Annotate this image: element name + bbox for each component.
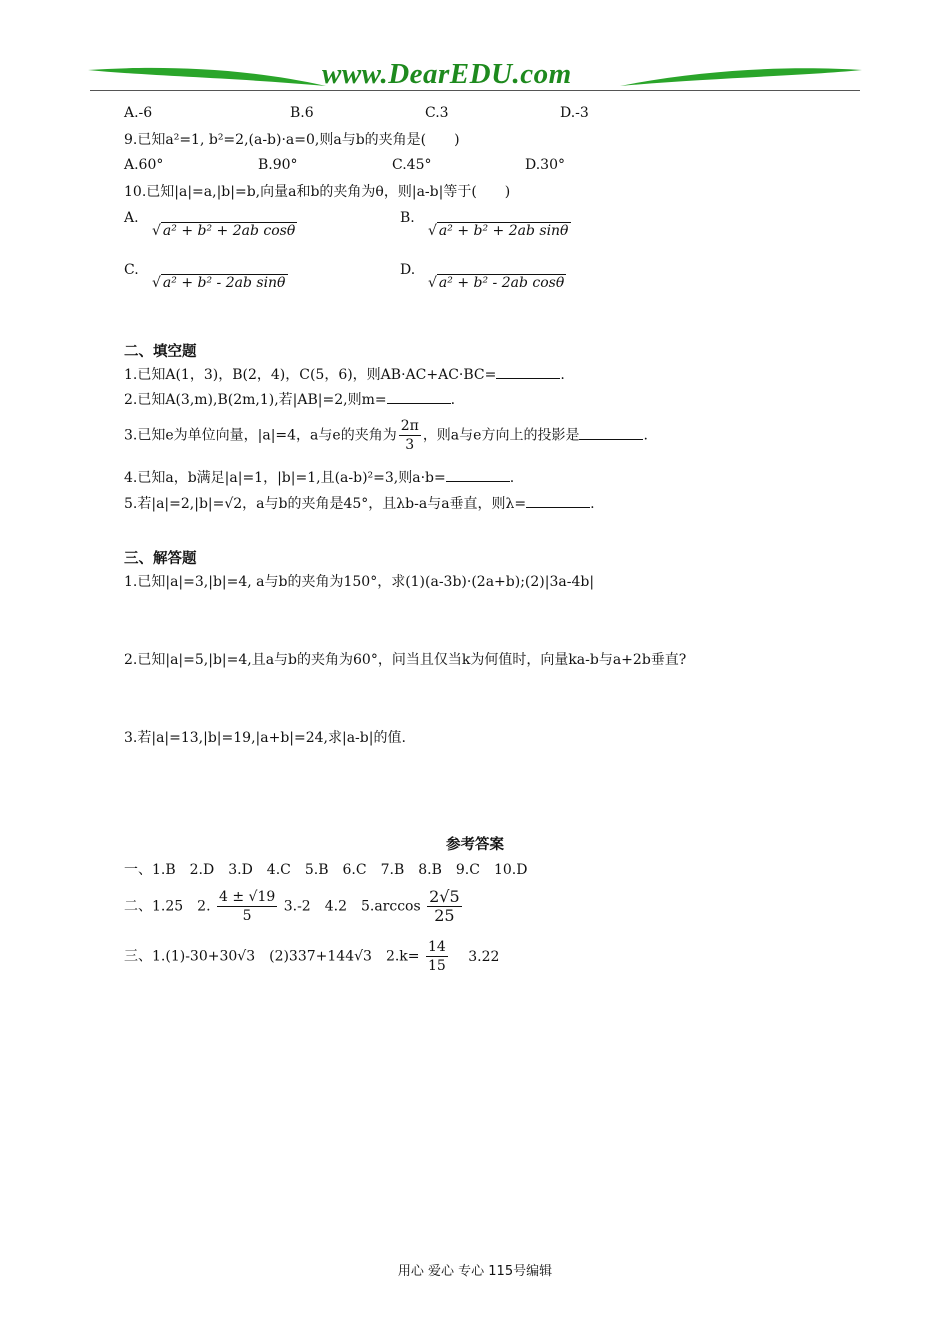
solve-question-3: 3.若|a|=13,|b|=19,|a+b|=24,求|a-b|的值. xyxy=(124,730,406,746)
answer-blank[interactable] xyxy=(496,365,560,379)
fill-question-1: 1.已知A(1，3)，B(2，4)，C(5，6)，则AB·AC+AC·BC= . xyxy=(124,367,565,383)
q10-option-c-expr: √ a² + b² - 2ab sinθ xyxy=(152,275,286,291)
q10-option-d-label: D. xyxy=(400,262,416,278)
answers-title: 参考答案 xyxy=(446,837,504,853)
q8-option-a: A.-6 xyxy=(124,105,153,121)
fill-question-4: 4.已知a，b满足|a|=1，|b|=1,且(a-b)²=3,则a·b= . xyxy=(124,470,515,486)
answers-line-3: 三、1.(1)-30+30√3 (2)337+144√3 2.k= $\frac{14}{15}$ 3.22 xyxy=(124,939,500,974)
question-9: 9.已知a²=1, b²=2,(a-b)·a=0,则a与b的夹角是( ) xyxy=(124,132,460,148)
section-3-title: 三、解答题 xyxy=(124,551,197,567)
q8-option-c: C.3 xyxy=(425,105,449,121)
q8-option-b: B.6 xyxy=(290,105,314,121)
page-footer: 用心 爱心 专心 115号编辑 xyxy=(397,1264,553,1279)
answer-blank[interactable] xyxy=(526,494,590,508)
section-2-title: 二、填空题 xyxy=(124,344,197,360)
solve-question-1: 1.已知|a|=3,|b|=4, a与b的夹角为150°，求(1)(a-3b)·(2a+b);(2)|3a-4b| xyxy=(124,574,595,590)
answer-blank[interactable] xyxy=(446,468,510,482)
fill-question-3: 3.已知e为单位向量，|a|=4，a与e的夹角为 $\frac{2\pi}{3}$ ，则a与e方向上的投影是 . xyxy=(124,418,648,453)
q9-option-b: B.90° xyxy=(258,157,298,173)
q9-option-c: C.45° xyxy=(392,157,432,173)
q9-option-d: D.30° xyxy=(525,157,565,173)
fraction-answer-k: $\frac{14}{15}$ xyxy=(427,939,446,974)
fill-question-5: 5.若|a|=2,|b|=√2，a与b的夹角是45°，且λb-a与a垂直，则λ= . xyxy=(124,496,595,512)
q8-option-d: D.-3 xyxy=(560,105,589,121)
question-10: 10.已知|a|=a,|b|=b,向量a和b的夹角为θ，则|a-b|等于( ) xyxy=(124,184,511,200)
answers-line-1: 一、1.B 2.D 3.D 4.C 5.B 6.C 7.B 8.B 9.C 10.D xyxy=(124,862,528,878)
q10-option-b-expr: √ a² + b² + 2ab sinθ xyxy=(428,223,569,239)
q10-option-c-label: C. xyxy=(124,262,139,278)
q9-option-a: A.60° xyxy=(124,157,164,173)
fill-question-2: 2.已知A(3,m),B(2m,1),若|AB|=2,则m= . xyxy=(124,392,456,408)
q10-option-a-expr: √ a² + b² + 2ab cosθ xyxy=(152,223,296,239)
answers-line-2: 二、1.25 2. $\frac{4 \pm √19}{5}$ 3.-2 4.2 5.arccos $\frac{2√5}{25}$ xyxy=(124,887,460,925)
q10-option-b-label: B. xyxy=(400,210,415,226)
solve-question-2: 2.已知|a|=5,|b|=4,且a与b的夹角为60°，问当且仅当k为何值时，向量ka-b与a+2b垂直? xyxy=(124,652,687,668)
q10-option-d-expr: √ a² + b² - 2ab cosθ xyxy=(428,275,565,291)
answer-blank[interactable] xyxy=(579,426,643,440)
right-swoosh-decoration xyxy=(620,64,862,90)
fraction-answer-2: $\frac{4 \pm √19}{5}$ xyxy=(218,889,276,924)
q10-option-a-label: A. xyxy=(124,210,139,226)
header-divider xyxy=(90,90,860,91)
answer-blank[interactable] xyxy=(387,390,451,404)
left-swoosh-decoration xyxy=(88,64,328,90)
fraction-answer-5: $\frac{2√5}{25}$ xyxy=(429,887,460,925)
fraction-2pi-3: $\frac{2\pi}{3}$ xyxy=(400,418,419,453)
site-logo: www.DearEDU.com xyxy=(322,58,572,90)
